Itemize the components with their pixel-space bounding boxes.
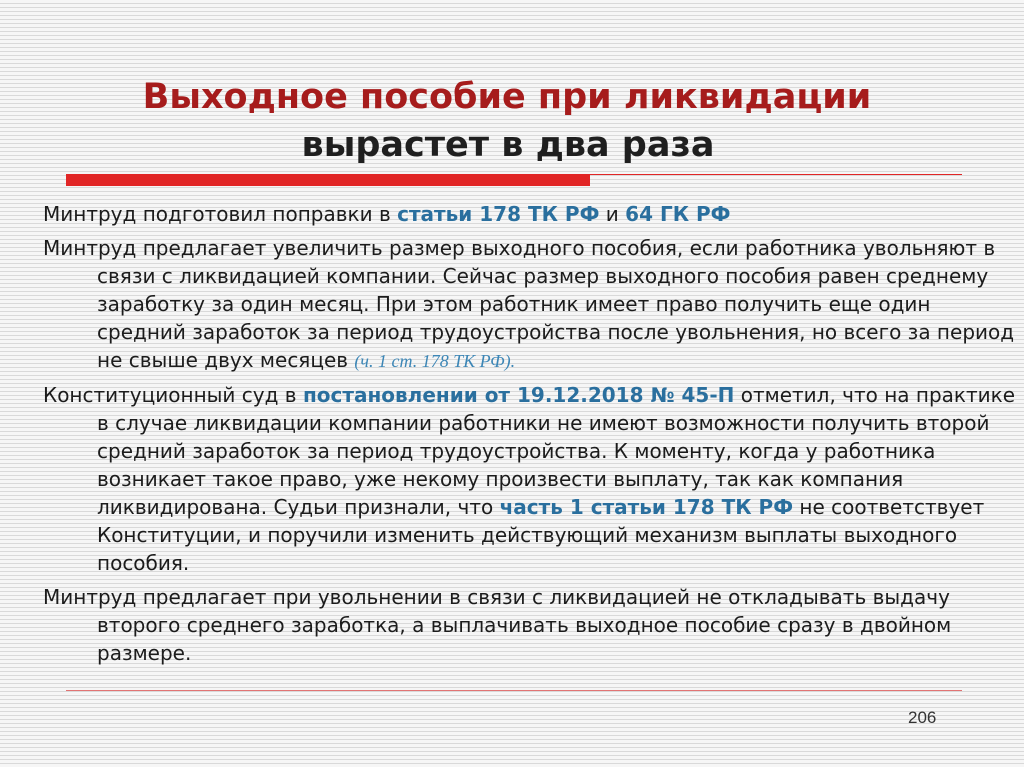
title-underline-thick [66, 174, 590, 186]
paragraph-text: не соответствует Конституции, и поручили изменить действующий механизм выплаты выходного пособия. [97, 495, 985, 575]
paragraph-text: и [599, 202, 626, 226]
paragraph-text: Конституционный суд в [43, 383, 303, 407]
footer-divider [66, 690, 962, 691]
paragraph-text: Минтруд подготовил поправки в [43, 202, 398, 226]
paragraph-text: Минтруд предлагает увеличить размер выходного пособия, если работника увольняют в связи с ликвидацией компании. Сейчас размер выходного пособия равен среднему заработку за один месяц. При этом работник имеет право получить еще один средний заработок за период трудоустройства после увольнения, но всего за период не свыше двух месяцев [43, 236, 1015, 372]
law-link-gk-64[interactable]: 64 ГК РФ [625, 202, 731, 226]
title-underline-thin [590, 174, 962, 175]
law-link-tk-178[interactable]: статьи 178 ТК РФ [397, 202, 600, 226]
law-reference: (ч. 1 ст. 178 ТК РФ). [354, 351, 516, 371]
paragraph-1 [43, 200, 1018, 228]
court-ruling-link[interactable]: постановлении от 19.12.2018 № 45-П [302, 383, 735, 407]
slide-title [0, 73, 1024, 169]
paragraph-3 [43, 381, 1018, 577]
paragraph-text: Минтруд предлагает при увольнении в связи с ликвидацией не откладывать выдачу второго среднего заработка, а выплачивать выходное пособие сразу в двойном размере. [43, 585, 952, 665]
paragraph-text: отметил, что на практике в случае ликвидации компании работники не имеют возможности получить второй средний заработок за период трудоустройства. К моменту, когда у работника возникает такое право, уже некому произвести выплату, так как компания ликвидирована. Судьи признали, что [97, 383, 1016, 519]
title-line-2: вырастет в два раза [301, 125, 715, 165]
page-number: 206 [908, 708, 937, 727]
slide-body [43, 200, 1018, 673]
paragraph-4 [43, 583, 1018, 667]
law-link-tk-178-part-1[interactable]: часть 1 статьи 178 ТК РФ [499, 495, 794, 519]
paragraph-2 [43, 234, 1018, 375]
title-line-1: Выходное пособие при ликвидации [142, 77, 872, 117]
